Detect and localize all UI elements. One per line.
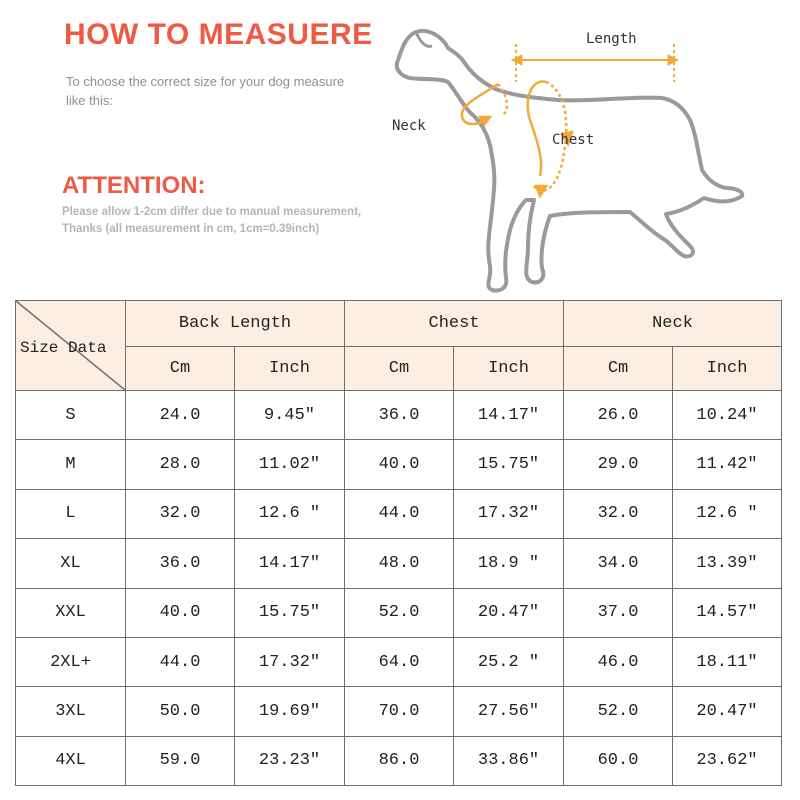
size-cell: M [16, 440, 126, 489]
chest-cm-cell: 70.0 [345, 687, 454, 736]
neck-cm-cell: 52.0 [564, 687, 673, 736]
back-length-inch-cell: 12.6 ″ [235, 489, 345, 538]
size-row [16, 440, 782, 489]
back-length-inch-cell: 23.23″ [235, 736, 345, 785]
size-chart-table [15, 300, 782, 786]
neck-cm-cell: 60.0 [564, 736, 673, 785]
unit-header-cm: Cm [564, 347, 673, 391]
size-row [16, 588, 782, 637]
chest-cm-cell: 86.0 [345, 736, 454, 785]
neck-inch-cell: 12.6 ″ [673, 489, 782, 538]
size-rows [16, 391, 782, 786]
size-cell: 2XL+ [16, 637, 126, 686]
back-length-cm-cell: 24.0 [126, 391, 235, 440]
back-length-cm-cell: 50.0 [126, 687, 235, 736]
size-cell: S [16, 391, 126, 440]
size-cell: XXL [16, 588, 126, 637]
unit-header-inch: Inch [454, 347, 564, 391]
size-row [16, 489, 782, 538]
chest-cm-cell: 48.0 [345, 539, 454, 588]
chest-label: Chest [552, 132, 595, 148]
attention-note-line-2: Thanks (all measurement in cm, 1cm=0.39inch) [62, 223, 320, 235]
length-label: Length [586, 31, 637, 47]
chest-header: Chest [345, 301, 564, 347]
back-length-header: Back Length [126, 301, 345, 347]
chest-cm-cell: 64.0 [345, 637, 454, 686]
chest-inch-cell: 17.32″ [454, 489, 564, 538]
size-row [16, 637, 782, 686]
chest-inch-cell: 15.75″ [454, 440, 564, 489]
back-length-cm-cell: 32.0 [126, 489, 235, 538]
size-data-label: Size Data [20, 339, 107, 357]
neck-header: Neck [564, 301, 782, 347]
back-length-cm-cell: 28.0 [126, 440, 235, 489]
neck-inch-cell: 13.39″ [673, 539, 782, 588]
chest-inch-cell: 25.2 ″ [454, 637, 564, 686]
back-length-inch-cell: 9.45″ [235, 391, 345, 440]
back-length-cm-cell: 40.0 [126, 588, 235, 637]
back-length-cm-cell: 44.0 [126, 637, 235, 686]
group-header-row [16, 301, 782, 347]
chest-cm-cell: 52.0 [345, 588, 454, 637]
chest-cm-cell: 36.0 [345, 391, 454, 440]
neck-inch-cell: 20.47″ [673, 687, 782, 736]
neck-cm-cell: 32.0 [564, 489, 673, 538]
unit-header-inch: Inch [673, 347, 782, 391]
size-row [16, 736, 782, 785]
size-data-corner-cell [16, 301, 126, 391]
neck-inch-cell: 23.62″ [673, 736, 782, 785]
neck-cm-cell: 26.0 [564, 391, 673, 440]
unit-header-cm: Cm [126, 347, 235, 391]
unit-header-inch: Inch [235, 347, 345, 391]
neck-inch-cell: 18.11″ [673, 637, 782, 686]
size-row [16, 539, 782, 588]
size-row [16, 391, 782, 440]
dog-outline [397, 31, 743, 291]
neck-label: Neck [392, 118, 426, 134]
size-cell: XL [16, 539, 126, 588]
chest-cm-cell: 44.0 [345, 489, 454, 538]
size-cell: 4XL [16, 736, 126, 785]
neck-cm-cell: 34.0 [564, 539, 673, 588]
back-length-cm-cell: 59.0 [126, 736, 235, 785]
attention-note [62, 204, 422, 238]
size-cell: 3XL [16, 687, 126, 736]
length-arrow [512, 44, 678, 82]
size-row [16, 687, 782, 736]
unit-header-cm: Cm [345, 347, 454, 391]
neck-inch-cell: 14.57″ [673, 588, 782, 637]
back-length-inch-cell: 19.69″ [235, 687, 345, 736]
instructions-text: To choose the correct size for your dog measure like this: [66, 74, 345, 108]
size-cell: L [16, 489, 126, 538]
chest-inch-cell: 14.17″ [454, 391, 564, 440]
neck-cm-cell: 46.0 [564, 637, 673, 686]
chest-inch-cell: 27.56″ [454, 687, 564, 736]
chest-inch-cell: 18.9 ″ [454, 539, 564, 588]
dog-measurement-diagram [380, 16, 760, 306]
unit-header-row [16, 347, 782, 391]
neck-inch-cell: 11.42″ [673, 440, 782, 489]
attention-note-line-1: Please allow 1-2cm differ due to manual measurement, [62, 206, 362, 218]
chest-inch-cell: 33.86″ [454, 736, 564, 785]
neck-inch-cell: 10.24″ [673, 391, 782, 440]
back-length-inch-cell: 15.75″ [235, 588, 345, 637]
neck-cm-cell: 29.0 [564, 440, 673, 489]
chest-inch-cell: 20.47″ [454, 588, 564, 637]
page-title: HOW TO MEASUERE [64, 18, 373, 51]
back-length-inch-cell: 11.02″ [235, 440, 345, 489]
chest-cm-cell: 40.0 [345, 440, 454, 489]
neck-cm-cell: 37.0 [564, 588, 673, 637]
back-length-inch-cell: 14.17″ [235, 539, 345, 588]
back-length-cm-cell: 36.0 [126, 539, 235, 588]
attention-heading: ATTENTION: [62, 172, 206, 199]
back-length-inch-cell: 17.32″ [235, 637, 345, 686]
